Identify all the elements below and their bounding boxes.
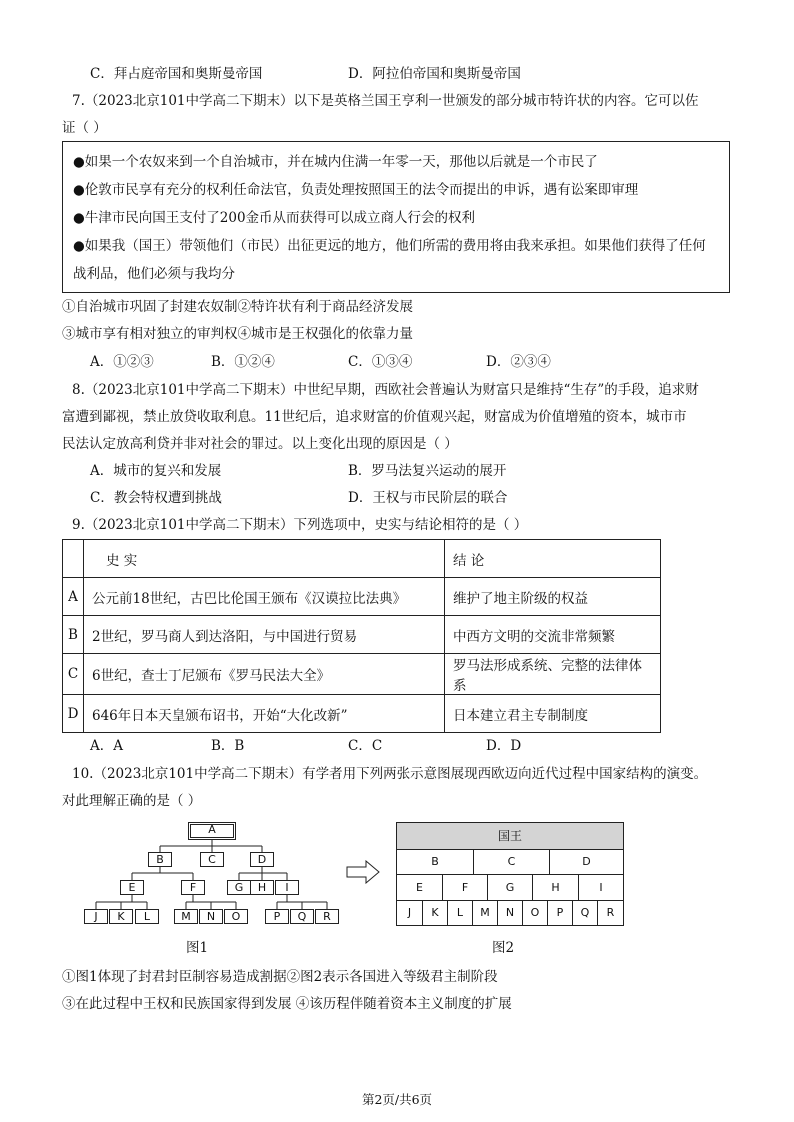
fig1-node: K — [109, 909, 133, 924]
fig2-cell: P — [547, 901, 572, 925]
q7-option-c: C．①③④ — [348, 354, 413, 370]
q6-option-c: C．拜占庭帝国和奥斯曼帝国 — [90, 66, 263, 82]
row-conclusion: 维护了地主阶级的权益 — [445, 578, 661, 616]
page-footer: 第2页/共6页 — [361, 1092, 433, 1107]
q8-option-c: C．教会特权遭到挑战 — [90, 490, 222, 506]
fig1-node: J — [84, 909, 108, 924]
q8-stem-line1: 8.（2023北京101中学高二下期末）中世纪早期，西欧社会普遍认为财富只是维持“生存”的手段，追求财 — [72, 382, 699, 398]
fig2-cell: N — [497, 901, 522, 925]
q7-stem-line2: 证（ ） — [62, 120, 107, 136]
fig2-cell: L — [447, 901, 472, 925]
row-label: A — [63, 578, 84, 616]
fig2-cell: R — [597, 901, 623, 925]
q10-stem-line1: 10.（2023北京101中学高二下期末）有学者用下列两张示意图展现西欧迈向近代过程中国家结构的演变。 — [72, 766, 708, 782]
q9-stem: 9.（2023北京101中学高二下期末）下列选项中，史实与结论相符的是（ ） — [72, 517, 528, 533]
fig1-node: D — [250, 852, 274, 867]
q9-option-c: C．C — [348, 738, 383, 754]
q10-statements-2: ③在此过程中王权和民族国家得到发展 ④该历程伴随着资本主义制度的扩展 — [62, 996, 512, 1012]
fig2-cell: O — [522, 901, 547, 925]
row-fact: 公元前18世纪，古巴比伦国王颁布《汉谟拉比法典》 — [84, 578, 445, 616]
fig2-cell: K — [422, 901, 447, 925]
fig1-node: E — [120, 880, 144, 895]
fig1-node: M — [174, 909, 198, 924]
arrow-right-icon — [346, 860, 380, 884]
header-fact: 史 实 — [84, 540, 445, 578]
row-label: B — [63, 616, 84, 654]
row-fact: 646年日本天皇颁布诏书，开始“大化改新” — [84, 695, 445, 733]
fig1-node: P — [265, 909, 289, 924]
fig1-node: N — [199, 909, 223, 924]
fig1-node: G — [227, 880, 251, 895]
q9-option-b: B．B — [211, 738, 245, 754]
fig2-cell: C — [473, 850, 549, 874]
q8-option-a: A．城市的复兴和发展 — [90, 463, 222, 479]
q9-option-a: A．A — [90, 738, 123, 754]
fig2-cell: B — [431, 855, 439, 868]
fig1-node: O — [224, 909, 248, 924]
table-row — [63, 616, 661, 654]
row-conclusion: 中西方文明的交流非常频繁 — [445, 616, 661, 654]
q8-option-d: D．王权与市民阶层的联合 — [348, 490, 508, 506]
q7-quote-box — [62, 141, 730, 293]
fig1-node: B — [148, 852, 172, 867]
q7-quote: ●伦敦市民享有充分的权利任命法官，负责处理按照国王的法令而提出的申诉，遇有讼案即审理 — [73, 182, 639, 198]
fig2-cell: H — [532, 875, 578, 900]
q7-quote: ●牛津市民向国王支付了200金币从而获得可以成立商人行会的权利 — [73, 210, 476, 226]
fig2-cell: D — [549, 850, 623, 874]
q7-option-d: D．②③④ — [486, 354, 551, 370]
q9-table — [62, 539, 661, 733]
fig2-grid — [396, 822, 624, 926]
q8-stem-line2: 富遭到鄙视，禁止放贷收取利息。11世纪后，追求财富的价值观兴起，财富成为价值增殖的资本，城市市 — [62, 409, 687, 425]
q7-quote: ●如果一个农奴来到一个自治城市，并在城内住满一年零一天，那他以后就是一个市民了 — [73, 154, 598, 170]
fig1-node: F — [181, 880, 205, 895]
fig2-cell: I — [578, 875, 623, 900]
q7-statements-2: ③城市享有相对独立的审判权④城市是王权强化的依靠力量 — [62, 326, 413, 342]
fig1-node: H — [250, 880, 274, 895]
q7-quote: 战利品，他们必须与我均分 — [73, 266, 235, 282]
fig1-node: R — [315, 909, 339, 924]
q8-stem-line3: 民法认定放高利贷并非对社会的罪过。以上变化出现的原因是（ ） — [62, 436, 458, 452]
q7-quote: ●如果我（国王）带领他们（市民）出征更远的地方，他们所需的费用将由我来承担。如果他们获得了任何 — [73, 238, 706, 254]
fig1-node: C — [200, 852, 224, 867]
q10-stem-line2: 对此理解正确的是（ ） — [62, 793, 202, 809]
q7-option-b: B．①②④ — [211, 354, 275, 370]
fig1-node-a: A — [188, 822, 236, 840]
q10-statements-1: ①图1体现了封君封臣制容易造成割据②图2表示各国进入等级君主制阶段 — [62, 969, 498, 985]
q7-option-a: A．①②③ — [90, 354, 154, 370]
fig1-caption: 图1 — [186, 940, 209, 956]
q7-stem-line1: 7.（2023北京101中学高二下期末）以下是英格兰国王亨利一世颁发的部分城市特许状的内容。它可以佐 — [72, 93, 699, 109]
fig2-cell: G — [487, 875, 532, 900]
row-fact: 2世纪，罗马商人到达洛阳，与中国进行贸易 — [84, 616, 445, 654]
fig1-node: L — [135, 909, 159, 924]
fig2-cell: Q — [572, 901, 597, 925]
row-label: D — [63, 695, 84, 733]
table-row — [63, 578, 661, 616]
row-conclusion: 罗马法形成系统、完整的法律体系 — [445, 654, 661, 695]
table-row — [63, 654, 661, 695]
table-header-row — [63, 540, 661, 578]
fig1-node: Q — [290, 909, 314, 924]
fig2-cell: M — [472, 901, 497, 925]
fig2-caption: 图2 — [492, 940, 515, 956]
row-conclusion: 日本建立君主专制制度 — [445, 695, 661, 733]
fig2-cell: J — [407, 906, 412, 919]
header-conclusion: 结 论 — [445, 540, 661, 578]
row-fact: 6世纪，查士丁尼颁布《罗马民法大全》 — [84, 654, 445, 695]
q9-option-d: D．D — [486, 738, 522, 754]
fig2-cell: F — [442, 875, 487, 900]
q6-option-d: D．阿拉伯帝国和奥斯曼帝国 — [348, 66, 521, 82]
fig1-node: I — [275, 880, 299, 895]
q8-option-b: B．罗马法复兴运动的展开 — [348, 463, 507, 479]
row-label: C — [63, 654, 84, 695]
fig2-cell: E — [416, 881, 423, 894]
table-row — [63, 695, 661, 733]
fig2-king: 国王 — [397, 823, 623, 849]
q7-statements-1: ①自治城市巩固了封建农奴制②特许状有利于商品经济发展 — [62, 299, 413, 315]
